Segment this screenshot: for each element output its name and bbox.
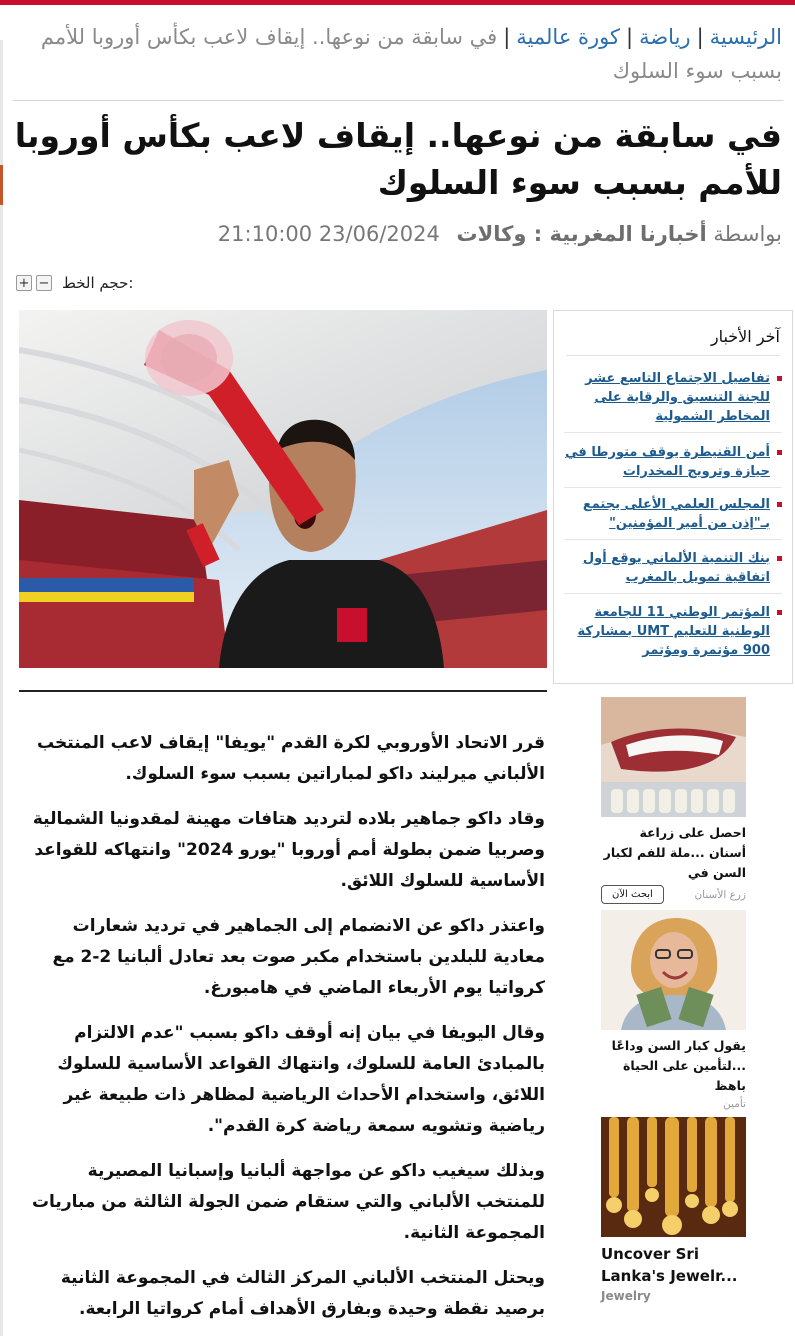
- ad-source: Jewelry: [601, 1289, 651, 1303]
- news-separator: [564, 487, 782, 488]
- latest-news-item[interactable]: [564, 495, 782, 540]
- breadcrumb-current: في سابقة من نوعها.. إيقاف لاعب بكأس أوروبا للأمم بسبب سوء السلوك: [40, 25, 782, 83]
- ad-jewelry-image: [601, 1117, 746, 1237]
- sponsored-ad-insurance[interactable]: [601, 910, 746, 1110]
- article-paragraph: ويحتل المنتخب الألباني المركز الثالث في المجموعة الثانية برصيد نقطة وحيدة وبفارق الأهداف أمام كرواتيا الرابعة.: [60, 1268, 545, 1319]
- article-body: [15, 728, 545, 1339]
- font-decrease-button[interactable]: −: [36, 275, 52, 291]
- breadcrumb-separator: |: [696, 25, 704, 49]
- ad-caption[interactable]: يقول كبار السن وداعًا ...لتأمين على الحياة باهظ: [611, 1038, 746, 1093]
- top-accent-bar: [0, 0, 795, 5]
- font-increase-button[interactable]: +: [16, 275, 32, 291]
- latest-news-item[interactable]: [564, 549, 782, 594]
- ad-caption[interactable]: احصل على زراعة أسنان ...ملة للفم لكبار السن في: [603, 825, 746, 880]
- breadcrumb-sports[interactable]: رياضة: [639, 25, 691, 49]
- ad-image-teeth[interactable]: [601, 697, 746, 817]
- article-paragraph: وقاد داكو جماهير بلاده لترديد هتافات مهينة لمقدونيا الشمالية وصربيا ضمن بطولة أمم أوروبا "يورو 2024" وانتهاكه للقواعد الأساسية للسلوك اللائق.: [32, 809, 545, 891]
- ad-source-row: [601, 1289, 746, 1303]
- news-separator: [564, 593, 782, 594]
- breadcrumb-separator: |: [503, 25, 511, 49]
- article-title: في سابقة من نوعها.. إيقاف لاعب بكأس أوروبا للأمم بسبب سوء السلوك: [14, 116, 782, 202]
- left-edge-marker: [0, 165, 3, 205]
- latest-news-link[interactable]: أمن القنيطرة يوقف متورطا في حيازة وترويج المخدرات: [564, 443, 782, 481]
- article-date: 23/06/2024 21:10:00: [217, 222, 440, 246]
- photo-divider: [19, 690, 547, 692]
- latest-news-link[interactable]: المؤتمر الوطني 11 للجامعة الوطنية للتعليم UMT بمشاركة 900 مؤتمرة ومؤتمر: [564, 603, 782, 660]
- latest-news-box: [553, 310, 793, 684]
- latest-news-heading: آخر الأخبار: [710, 327, 780, 346]
- sponsored-ad-dental[interactable]: [601, 697, 746, 904]
- latest-news-underline: [566, 355, 780, 356]
- latest-news-item[interactable]: [564, 369, 782, 433]
- article-paragraph: وقال اليويفا في بيان إنه أوقف داكو بسبب "عدم الالتزام بالمبادئ العامة للسلوك، وانتهاك القواعد الأساسية للسلوك اللائق، واستخدام الأحداث الرياضية لمظاهر ذات طبيعة غير رياضية وتشويه سمعة رياضة كرة القدم".: [57, 1023, 545, 1136]
- latest-news-link[interactable]: المجلس العلمي الأعلى يجتمع بـ"إذن من أمير المؤمنين": [564, 495, 782, 533]
- ad-caption[interactable]: Uncover Sri Lanka's Jewelr...: [601, 1245, 738, 1285]
- article-paragraph: واعتذر داكو عن الانضمام إلى الجماهير في ترديد شعارات معادية للبلدين باستخدام مكبر صوت بعد تعادل ألبانيا 2-2 مع كرواتيا يوم الأربعاء الماضي في هامبورغ.: [52, 916, 545, 998]
- ad-cta-button[interactable]: ابحث الآن: [601, 885, 664, 904]
- latest-news-item[interactable]: [564, 603, 782, 660]
- header-divider: [13, 100, 783, 101]
- breadcrumb-separator: |: [626, 25, 634, 49]
- breadcrumb-football[interactable]: كورة عالمية: [516, 25, 621, 49]
- article-source: أخبارنا المغربية : وكالات: [456, 222, 707, 246]
- article-photo-image: [19, 310, 547, 668]
- ad-teeth-image: [601, 697, 746, 817]
- ad-source-row: [601, 1098, 746, 1110]
- article-byline: [12, 218, 782, 250]
- breadcrumb: [12, 20, 782, 88]
- latest-news-item[interactable]: [564, 443, 782, 488]
- sponsored-ad-jewelry[interactable]: [601, 1117, 746, 1303]
- font-size-label: حجم الخط:: [62, 274, 134, 292]
- ad-source-row: [601, 885, 746, 904]
- byline-prefix: بواسطة: [713, 222, 782, 246]
- article-paragraph: وبذلك سيغيب داكو عن مواجهة ألبانيا وإسبانيا المصيرية للمنتخب الألباني والتي ستقام ضمن الجولة الثالثة من مباريات المجموعة الثانية.: [31, 1161, 545, 1243]
- article-paragraph: قرر الاتحاد الأوروبي لكرة القدم "يويفا" إيقاف لاعب المنتخب الألباني ميرليند داكو لمباراتين بسبب سوء السلوك.: [37, 733, 545, 784]
- ad-image-jewelry[interactable]: [601, 1117, 746, 1237]
- ad-image-woman[interactable]: [601, 910, 746, 1030]
- ad-source: تأمين: [723, 1098, 746, 1110]
- latest-news-link[interactable]: بنك التنمية الألماني يوقع أول اتفاقية تمويل بالمغرب: [564, 549, 782, 587]
- news-separator: [564, 539, 782, 540]
- breadcrumb-home[interactable]: الرئيسية: [709, 25, 782, 49]
- article-photo: [19, 310, 547, 668]
- latest-news-link[interactable]: تفاصيل الاجتماع التاسع عشر للجنة التنسيق والرقابة على المخاطر الشمولية: [564, 369, 782, 426]
- ad-source: زرع الأسنان: [694, 888, 746, 901]
- news-separator: [564, 432, 782, 433]
- font-size-control: [16, 270, 133, 296]
- left-edge-strip: [0, 40, 3, 1336]
- ad-woman-image: [601, 910, 746, 1030]
